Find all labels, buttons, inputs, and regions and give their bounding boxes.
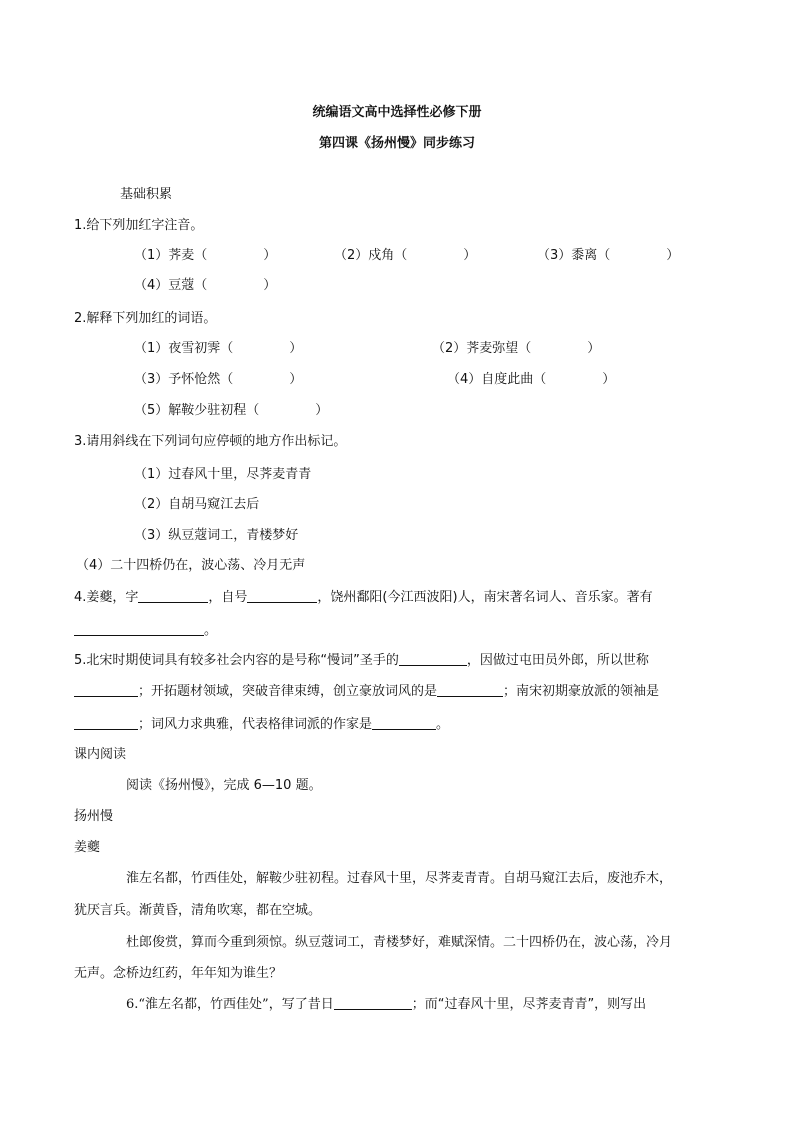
question-2-item-5: （5）解鞍少驻初程（ ） <box>134 403 329 418</box>
question-6-line-1: 6.“淮左名都，竹西佳处”，写了昔日 ；而“过春风十里，尽荠麦青青”，则写出 <box>126 997 647 1012</box>
poem-stanza-1-line-2: 犹厌言兵。渐黄昏，清角吹寒，都在空城。 <box>74 903 322 918</box>
question-1-item-1: （1）荠麦（ ） <box>134 248 277 263</box>
document-subtitle: 第四课《扬州慢》同步练习 <box>318 136 475 151</box>
answer-blank[interactable] <box>399 652 467 666</box>
question-1-item-3: （3）黍离（ ） <box>537 248 680 263</box>
poem-stanza-2-line-2: 无声。念桥边红药，年年知为谁生？ <box>74 966 283 981</box>
question-3-item-4: （4）二十四桥仍在，波心荡、冷月无声 <box>76 558 306 573</box>
question-3-item-2: （2）自胡马窥江去后 <box>134 497 260 512</box>
question-5-line-3: ；词风力求典雅，代表格律词派的作家是 。 <box>74 716 449 734</box>
question-2-stem: 2.解释下列加红的词语。 <box>74 311 217 326</box>
answer-blank[interactable] <box>372 716 436 730</box>
answer-blank[interactable] <box>74 716 138 730</box>
answer-blank[interactable] <box>334 996 412 1010</box>
question-1-stem: 1.给下列加红字注音。 <box>74 218 204 233</box>
question-2-item-1: （1）夜雪初霁（ ） <box>134 341 303 356</box>
question-2-item-3: （3）予怀怆然（ ） <box>134 372 303 387</box>
question-2-item-2: （2）荠麦弥望（ ） <box>432 341 601 356</box>
answer-blank[interactable] <box>247 589 317 603</box>
answer-blank[interactable] <box>74 683 138 697</box>
section-heading-basics: 基础积累 <box>120 187 173 202</box>
document-title: 统编语文高中选择性必修下册 <box>312 105 482 120</box>
question-1-item-4: （4）豆蔻（ ） <box>134 278 277 293</box>
question-3-item-3: （3）纵豆蔻词工，青楼梦好 <box>134 528 299 543</box>
question-5-line-1: 5.北宋时期使词具有较多社会内容的是号称“慢词”圣手的 ，因做过屯田员外郎，所以世称 <box>74 653 649 668</box>
answer-blank[interactable] <box>74 622 204 636</box>
poem-title: 扬州慢 <box>74 809 114 824</box>
question-3-stem: 3.请用斜线在下列词句应停顿的地方作出标记。 <box>74 434 347 449</box>
question-2-item-4: （4）自度此曲（ ） <box>447 372 616 387</box>
answer-blank[interactable] <box>138 589 208 603</box>
question-5-line-2: ；开拓题材领域，突破音律束缚，创立豪放词风的是 ；南宋初期豪放派的领袖是 <box>74 683 659 701</box>
poem-stanza-1-line-1: 淮左名都，竹西佳处，解鞍少驻初程。过春风十里，尽荠麦青青。自胡马窥江去后，废池乔木， <box>126 871 673 886</box>
reading-instruction: 阅读《扬州慢》，完成 6—10 题。 <box>126 778 322 793</box>
question-4-line-1: 4.姜夔，字 ，自号 ，饶州鄱阳(今江西波阳)人，南宋著名词人、音乐家。著有 <box>74 590 653 605</box>
question-3-item-1: （1）过春风十里，尽荠麦青青 <box>134 467 312 482</box>
poem-stanza-2-line-1: 杜郎俊赏，算而今重到须惊。纵豆蔻词工，青楼梦好，难赋深情。二十四桥仍在，波心荡，冷月 <box>126 935 673 950</box>
answer-blank[interactable] <box>437 683 503 697</box>
poem-author: 姜夔 <box>74 840 101 855</box>
question-1-item-2: （2）戍角（ ） <box>334 248 477 263</box>
question-4-line-2: 。 <box>74 622 217 640</box>
section-heading-reading: 课内阅读 <box>74 747 127 762</box>
